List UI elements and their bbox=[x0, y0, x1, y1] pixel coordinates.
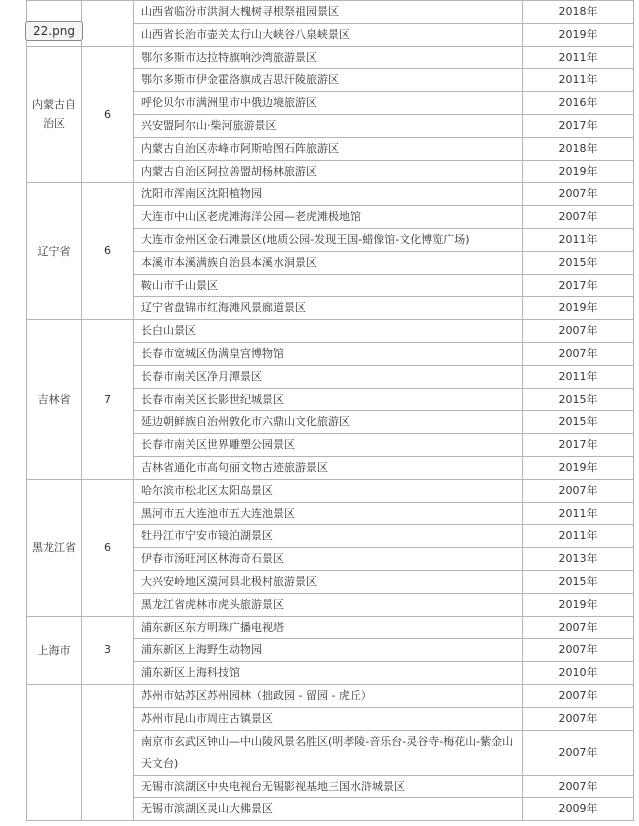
province-cell bbox=[27, 684, 82, 820]
year-cell: 2017年 bbox=[523, 434, 634, 457]
year-cell: 2019年 bbox=[523, 456, 634, 479]
scenic-name-cell: 伊春市汤旺河区林海奇石景区 bbox=[134, 548, 523, 571]
year-cell: 2015年 bbox=[523, 411, 634, 434]
province-cell: 内蒙古自治区 bbox=[27, 46, 82, 183]
year-cell: 2007年 bbox=[523, 479, 634, 502]
year-cell: 2007年 bbox=[523, 342, 634, 365]
scenic-name-cell: 苏州市昆山市周庄古镇景区 bbox=[134, 707, 523, 730]
year-cell: 2019年 bbox=[523, 23, 634, 46]
year-cell: 2019年 bbox=[523, 593, 634, 616]
count-cell: 6 bbox=[82, 46, 134, 183]
province-cell: 吉林省 bbox=[27, 320, 82, 480]
scenic-name-cell: 山西省临汾市洪洞大槐树寻根祭祖园景区 bbox=[134, 1, 523, 24]
scenic-name-cell: 黑龙江省虎林市虎头旅游景区 bbox=[134, 593, 523, 616]
year-cell: 2007年 bbox=[523, 730, 634, 775]
table-row bbox=[27, 479, 634, 502]
year-cell: 2016年 bbox=[523, 92, 634, 115]
scenic-name-cell: 内蒙古自治区阿拉善盟胡杨林旅游区 bbox=[134, 160, 523, 183]
count-cell bbox=[82, 1, 134, 47]
scenic-name-cell: 长春市南关区世界雕塑公园景区 bbox=[134, 434, 523, 457]
year-cell: 2009年 bbox=[523, 798, 634, 821]
scenic-name-cell: 长春市宽城区伪满皇宫博物馆 bbox=[134, 342, 523, 365]
year-cell: 2007年 bbox=[523, 639, 634, 662]
scenic-name-cell: 浦东新区上海科技馆 bbox=[134, 662, 523, 685]
year-cell: 2007年 bbox=[523, 775, 634, 798]
year-cell: 2018年 bbox=[523, 137, 634, 160]
scenic-name-cell: 浦东新区东方明珠广播电视塔 bbox=[134, 616, 523, 639]
scenic-name-cell: 沈阳市浑南区沈阳植物园 bbox=[134, 183, 523, 206]
scenic-name-cell: 辽宁省盘锦市红海滩风景廊道景区 bbox=[134, 297, 523, 320]
scenic-name-cell: 大兴安岭地区漠河县北极村旅游景区 bbox=[134, 570, 523, 593]
table-body bbox=[27, 1, 634, 821]
year-cell: 2007年 bbox=[523, 183, 634, 206]
year-cell: 2010年 bbox=[523, 662, 634, 685]
scenic-name-cell: 鞍山市千山景区 bbox=[134, 274, 523, 297]
count-cell: 7 bbox=[82, 320, 134, 480]
province-cell: 上海市 bbox=[27, 616, 82, 684]
file-tag[interactable]: 22.png bbox=[25, 21, 83, 41]
province-cell: 辽宁省 bbox=[27, 183, 82, 320]
year-cell: 2015年 bbox=[523, 570, 634, 593]
count-cell: 6 bbox=[82, 479, 134, 616]
year-cell: 2007年 bbox=[523, 707, 634, 730]
count-cell bbox=[82, 684, 134, 820]
year-cell: 2011年 bbox=[523, 365, 634, 388]
scenic-name-cell: 长白山景区 bbox=[134, 320, 523, 343]
year-cell: 2007年 bbox=[523, 320, 634, 343]
year-cell: 2011年 bbox=[523, 525, 634, 548]
year-cell: 2018年 bbox=[523, 1, 634, 24]
year-cell: 2007年 bbox=[523, 206, 634, 229]
year-cell: 2011年 bbox=[523, 502, 634, 525]
scenic-name-cell: 长春市南关区长影世纪城景区 bbox=[134, 388, 523, 411]
table-row bbox=[27, 183, 634, 206]
year-cell: 2011年 bbox=[523, 46, 634, 69]
scenic-name-cell: 无锡市滨湖区灵山大佛景区 bbox=[134, 798, 523, 821]
table-row bbox=[27, 320, 634, 343]
scenic-name-cell: 山西省长治市壶关太行山大峡谷八泉峡景区 bbox=[134, 23, 523, 46]
scenic-name-cell: 黑河市五大连池市五大连池景区 bbox=[134, 502, 523, 525]
scenic-area-table bbox=[26, 0, 634, 821]
province-cell: 黑龙江省 bbox=[27, 479, 82, 616]
table-row bbox=[27, 684, 634, 707]
scenic-name-cell: 呼伦贝尔市满洲里市中俄边境旅游区 bbox=[134, 92, 523, 115]
year-cell: 2015年 bbox=[523, 388, 634, 411]
year-cell: 2017年 bbox=[523, 114, 634, 137]
year-cell: 2015年 bbox=[523, 251, 634, 274]
scenic-name-cell: 无锡市滨湖区中央电视台无锡影视基地三国水浒城景区 bbox=[134, 775, 523, 798]
scenic-name-cell: 南京市玄武区钟山—中山陵风景名胜区(明孝陵-音乐台-灵谷寺-梅花山-紫金山天文台) bbox=[134, 730, 523, 775]
year-cell: 2019年 bbox=[523, 297, 634, 320]
count-cell: 3 bbox=[82, 616, 134, 684]
year-cell: 2011年 bbox=[523, 228, 634, 251]
table-row bbox=[27, 616, 634, 639]
scenic-name-cell: 内蒙古自治区赤峰市阿斯哈图石阵旅游区 bbox=[134, 137, 523, 160]
year-cell: 2013年 bbox=[523, 548, 634, 571]
scenic-name-cell: 哈尔滨市松北区太阳岛景区 bbox=[134, 479, 523, 502]
scenic-name-cell: 兴安盟阿尔山·柴河旅游景区 bbox=[134, 114, 523, 137]
scenic-name-cell: 延边朝鲜族自治州敦化市六鼎山文化旅游区 bbox=[134, 411, 523, 434]
scenic-name-cell: 浦东新区上海野生动物园 bbox=[134, 639, 523, 662]
scenic-name-cell: 本溪市本溪满族自治县本溪水洞景区 bbox=[134, 251, 523, 274]
year-cell: 2007年 bbox=[523, 684, 634, 707]
scenic-name-cell: 鄂尔多斯市达拉特旗响沙湾旅游景区 bbox=[134, 46, 523, 69]
count-cell: 6 bbox=[82, 183, 134, 320]
year-cell: 2017年 bbox=[523, 274, 634, 297]
scenic-name-cell: 吉林省通化市高句丽文物古迹旅游景区 bbox=[134, 456, 523, 479]
year-cell: 2011年 bbox=[523, 69, 634, 92]
scenic-name-cell: 鄂尔多斯市伊金霍洛旗成吉思汗陵旅游区 bbox=[134, 69, 523, 92]
scenic-name-cell: 长春市南关区净月潭景区 bbox=[134, 365, 523, 388]
scenic-name-cell: 苏州市姑苏区苏州园林（拙政园 - 留园 - 虎丘） bbox=[134, 684, 523, 707]
table-row bbox=[27, 46, 634, 69]
year-cell: 2007年 bbox=[523, 616, 634, 639]
scenic-name-cell: 大连市金州区金石滩景区(地质公园-发现王国-蜡像馆-文化博览广场) bbox=[134, 228, 523, 251]
scenic-name-cell: 牡丹江市宁安市镜泊湖景区 bbox=[134, 525, 523, 548]
table-row bbox=[27, 1, 634, 24]
scenic-name-cell: 大连市中山区老虎滩海洋公园—老虎滩极地馆 bbox=[134, 206, 523, 229]
year-cell: 2019年 bbox=[523, 160, 634, 183]
